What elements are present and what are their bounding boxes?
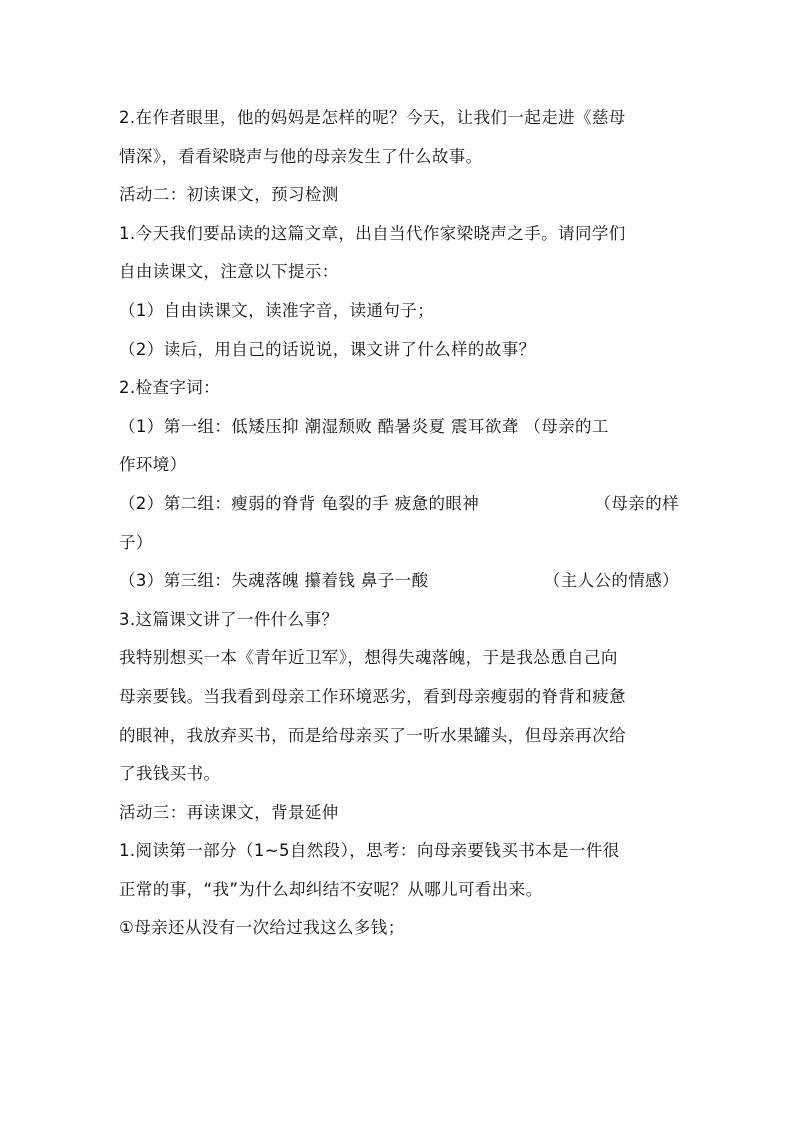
paragraph-line: （2）读后，用自己的话说说，课文讲了什么样的故事？ — [119, 339, 536, 359]
document-body — [119, 99, 679, 948]
paragraph-line: 2.在作者眼里，他的妈妈是怎样的呢？今天，让我们一起走进《慈母 — [119, 108, 626, 127]
paragraph-line: 1.今天我们要品读的这篇文章，出自当代作家梁晓声之手。请同学们 — [119, 223, 626, 243]
paragraph-line: 作环境） — [119, 455, 187, 475]
paragraph-line: 母亲要钱。当我看到母亲工作环境恶劣，看到母亲瘦弱的脊背和疲惫 — [119, 686, 626, 706]
paragraph-line: 了我钱买书。 — [119, 764, 221, 784]
paragraph-line: 2.检查字词： — [119, 378, 221, 398]
paragraph-line: 3.这篇课文讲了一件什么事？ — [119, 609, 339, 629]
paragraph-line-note: （主人公的情感） — [543, 571, 679, 591]
paragraph-line: 1.阅读第一部分（1~5自然段），思考：向母亲要钱买书本是一件很 — [119, 841, 620, 861]
paragraph-line: 子） — [119, 532, 153, 552]
paragraph-line: 我特别想买一本《青年近卫军》，想得失魂落魄，于是我怂恿自己向 — [119, 648, 618, 668]
paragraph-line: （2）第二组：瘦弱的脊背 龟裂的手 疲惫的眼神 — [119, 493, 480, 513]
section-heading: 活动三：再读课文，背景延伸 — [119, 802, 339, 822]
paragraph-line-row — [119, 562, 679, 601]
paragraph-line: 情深》，看看梁晓声与他的母亲发生了什么故事。 — [119, 146, 483, 166]
paragraph-line: （3）第三组：失魂落魄 攥着钱 鼻子一酸 — [119, 571, 429, 591]
paragraph-line: 正常的事，“我”为什么却纠结不安呢？从哪儿可看出来。 — [119, 879, 543, 899]
paragraph-line: 的眼神，我放弃买书，而是给母亲买了一听水果罐头，但母亲再次给 — [119, 725, 626, 745]
paragraph-line-note: （母亲的样 — [594, 493, 679, 513]
paragraph-line-row — [119, 485, 679, 524]
paragraph-line: （1）第一组：低矮压抑 潮湿颓败 酷暑炎夏 震耳欲聋 （母亲的工 — [119, 416, 609, 436]
paragraph-line: （1）自由读课文，读准字音，读通句子； — [119, 300, 435, 320]
paragraph-line: ①母亲还从没有一次给过我这么多钱； — [119, 918, 405, 938]
section-heading: 活动二：初读课文，预习检测 — [119, 185, 339, 205]
paragraph-line: 自由读课文，注意以下提示： — [119, 262, 339, 282]
